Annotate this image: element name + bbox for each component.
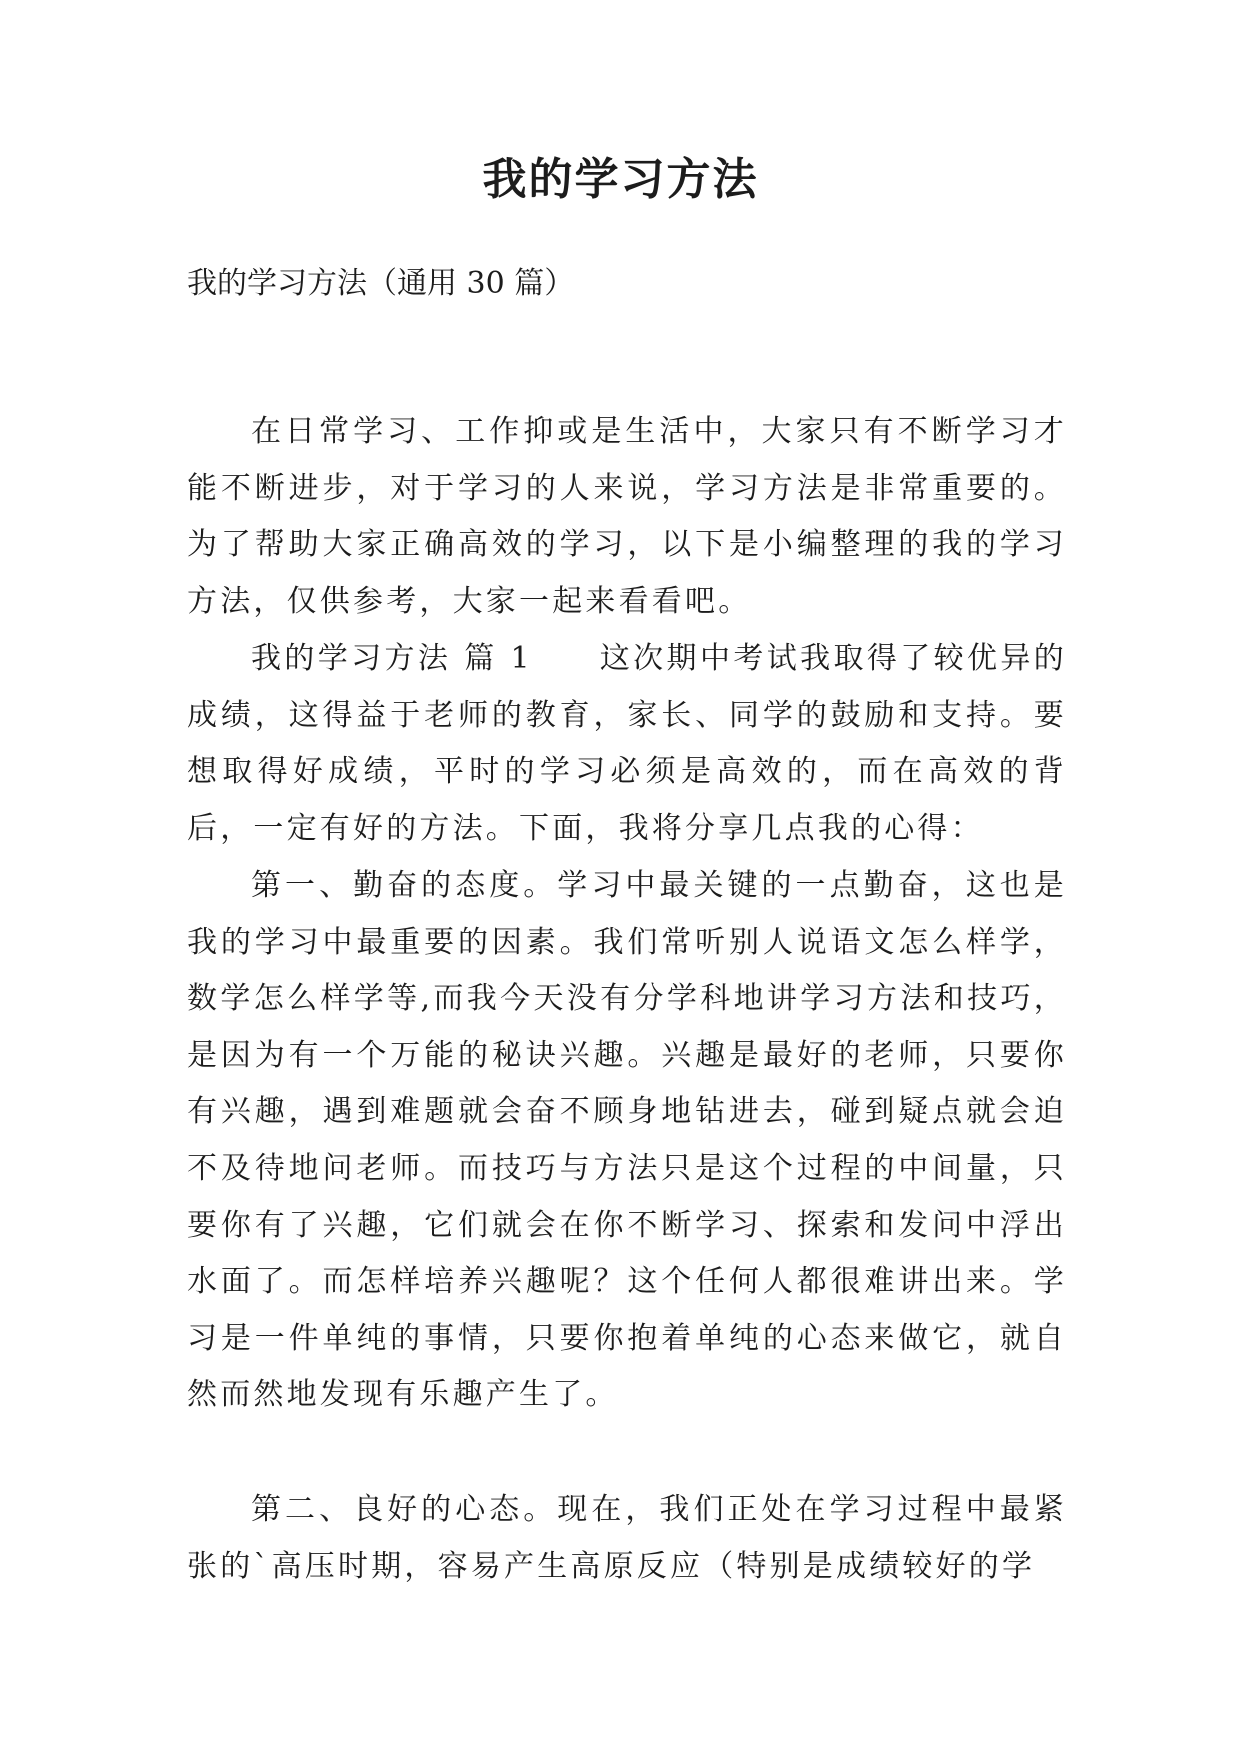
paragraph-diligence: 第一、勤奋的态度。学习中最关键的一点勤奋，这也是我的学习中最重要的因素。我们常听别人说语文怎么样学，数学怎么样学等,而我今天没有分学科地讲学习方法和技巧，是因为有一个万能的秘诀兴趣。兴趣是最好的老师，只要你有兴趣，遇到难题就会奋不顾身地钻进去，碰到疑点就会迫不及待地问老师。而技巧与方法只是这个过程的中间量，只要你有了兴趣，它们就会在你不断学习、探索和发问中浮出水面了。而怎样培养兴趣呢？这个任何人都很难讲出来。学习是一件单纯的事情，只要你抱着单纯的心态来做它，就自然而然地发现有乐趣产生了。 xyxy=(187,868,1067,1413)
paragraph-mindset: 第二、良好的心态。现在，我们正处在学习过程中最紧张的`高压时期，容易产生高原反应（特别是成绩较好的学 xyxy=(187,1492,1067,1584)
document-title: 我的学习方法 xyxy=(482,154,759,205)
document-subtitle: 我的学习方法（通用 30 篇） xyxy=(187,266,575,301)
paragraph-part-1: 我的学习方法 篇 1 这次期中考试我取得了较优异的成绩，这得益于老师的教育，家长、同学的鼓励和支持。要想取得好成绩，平时的学习必须是高效的，而在高效的背后，一定有好的方法。下面，我将分享几点我的心得： xyxy=(187,641,1067,846)
paragraph-intro: 在日常学习、工作抑或是生活中，大家只有不断学习才能不断进步，对于学习的人来说，学习方法是非常重要的。为了帮助大家正确高效的学习，以下是小编整理的我的学习方法，仅供参考，大家一起来看看吧。 xyxy=(187,414,1067,619)
